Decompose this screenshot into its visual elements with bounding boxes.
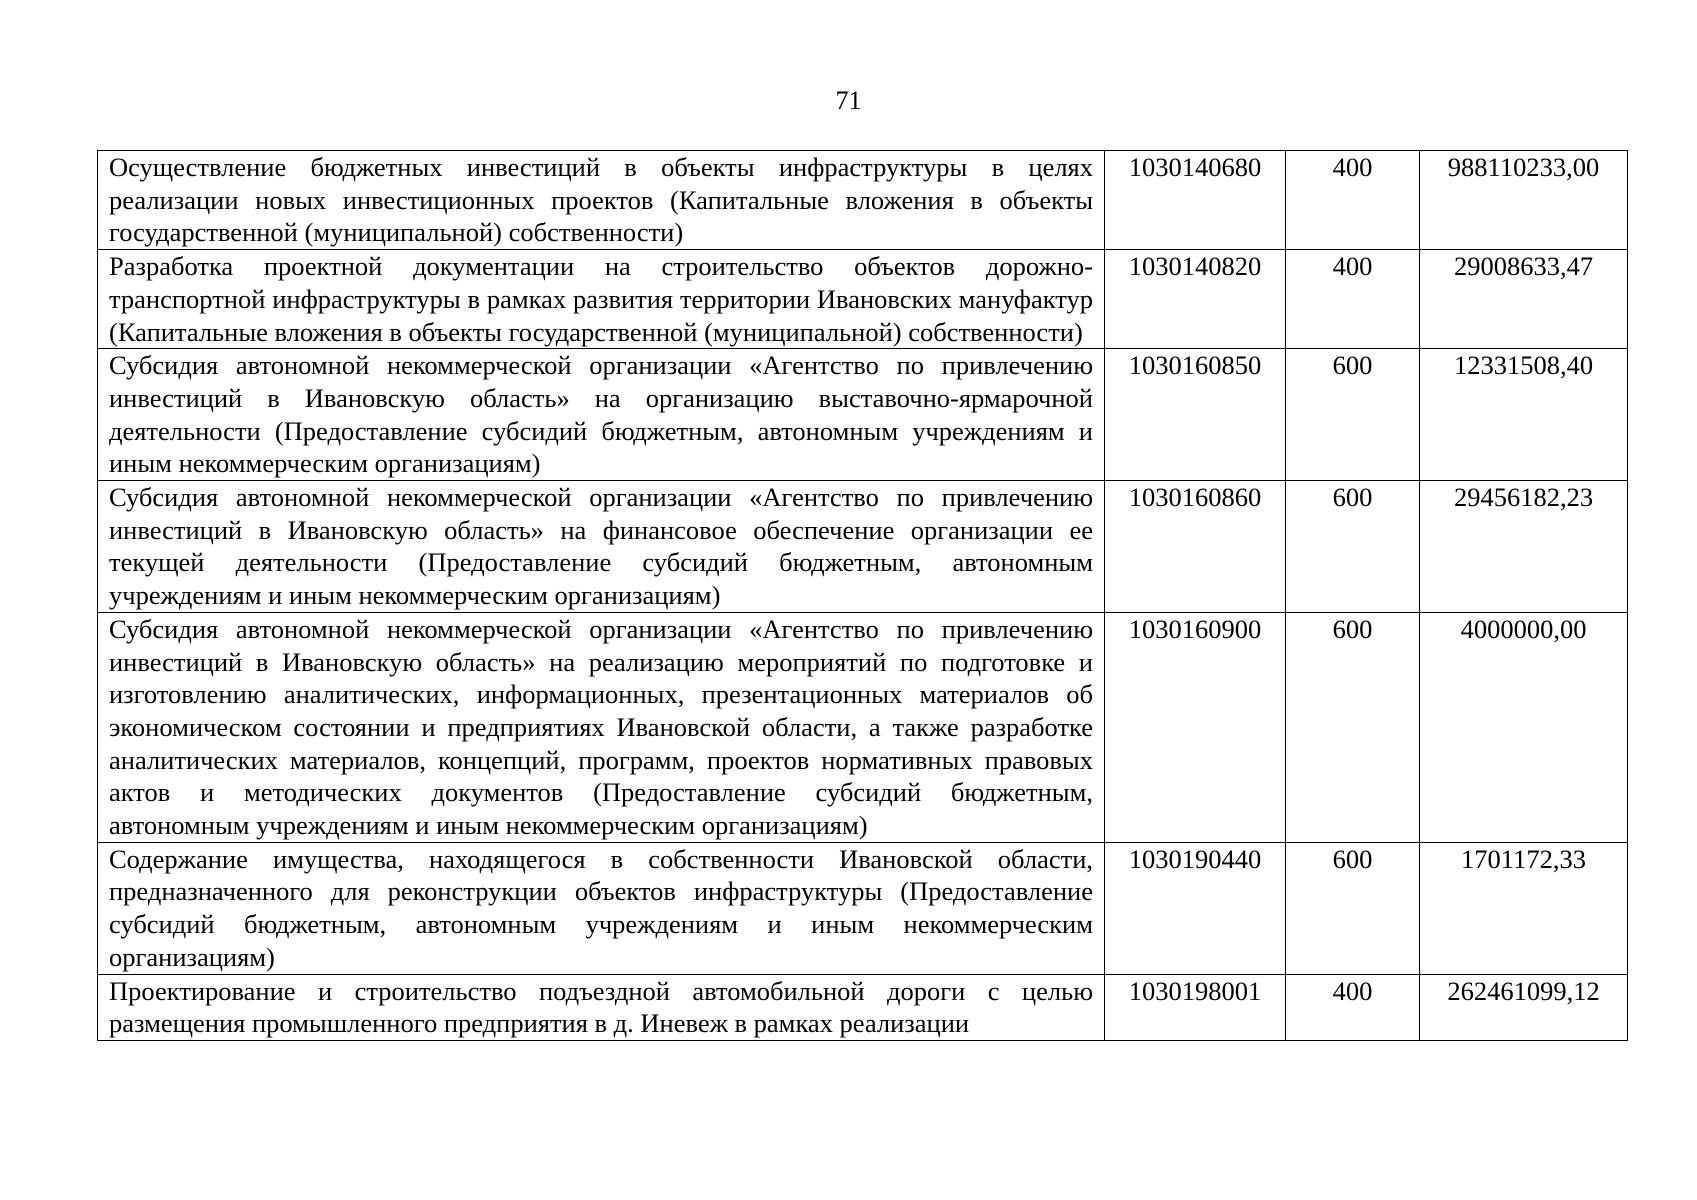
row-description: Субсидия автономной некоммерческой организации «Агентство по привлечению инвестиций в Ивановскую область» на реализацию мероприятий по подготовке и изготовлению аналитических, информационных, презентационных материалов об экономическом состоянии и предприятиях Ивановской области, а также разработке аналитических материалов, концепций, программ, проектов нормативных правовых актов и методических документов (Предоставление субсидий бюджетным, автономным учреждениям и иным некоммерческим организациям) xyxy=(98,612,1105,842)
table-row xyxy=(98,151,1628,250)
row-expense-type: 400 xyxy=(1286,151,1420,250)
row-amount: 29456182,23 xyxy=(1420,481,1628,613)
table-row xyxy=(98,612,1628,842)
row-code: 1030140820 xyxy=(1105,250,1286,349)
row-code: 1030198001 xyxy=(1105,974,1286,1040)
table-row xyxy=(98,974,1628,1040)
row-code: 1030160900 xyxy=(1105,612,1286,842)
table-row xyxy=(98,842,1628,974)
row-amount: 4000000,00 xyxy=(1420,612,1628,842)
row-description: Проектирование и строительство подъездной автомобильной дороги с целью размещения промышленного предприятия в д. Иневеж в рамках реализации xyxy=(98,974,1105,1040)
row-description: Субсидия автономной некоммерческой организации «Агентство по привлечению инвестиций в Ивановскую область» на организацию выставочно-ярмарочной деятельности (Предоставление субсидий бюджетным, автономным учреждениям и иным некоммерческим организациям) xyxy=(98,349,1105,481)
budget-table xyxy=(97,150,1628,1041)
row-expense-type: 400 xyxy=(1286,974,1420,1040)
table-row xyxy=(98,250,1628,349)
row-amount: 12331508,40 xyxy=(1420,349,1628,481)
row-amount: 29008633,47 xyxy=(1420,250,1628,349)
row-expense-type: 600 xyxy=(1286,842,1420,974)
row-description: Содержание имущества, находящегося в собственности Ивановской области, предназначенного для реконструкции объектов инфраструктуры (Предоставление субсидий бюджетным, автономным учреждениям и иным некоммерческим организациям) xyxy=(98,842,1105,974)
row-code: 1030160860 xyxy=(1105,481,1286,613)
row-description: Разработка проектной документации на строительство объектов дорожно-транспортной инфраструктуры в рамках развития территории Ивановских мануфактур (Капитальные вложения в объекты государственной (муниципальной) собственности) xyxy=(98,250,1105,349)
row-description: Осуществление бюджетных инвестиций в объекты инфраструктуры в целях реализации новых инвестиционных проектов (Капитальные вложения в объекты государственной (муниципальной) собственности) xyxy=(98,151,1105,250)
row-expense-type: 600 xyxy=(1286,349,1420,481)
page-number: 71 xyxy=(835,86,862,115)
row-expense-type: 600 xyxy=(1286,481,1420,613)
row-description: Субсидия автономной некоммерческой организации «Агентство по привлечению инвестиций в Ивановскую область» на финансовое обеспечение организации ее текущей деятельности (Предоставление субсидий бюджетным, автономным учреждениям и иным некоммерческим организациям) xyxy=(98,481,1105,613)
table-row xyxy=(98,481,1628,613)
row-expense-type: 600 xyxy=(1286,612,1420,842)
row-amount: 1701172,33 xyxy=(1420,842,1628,974)
row-code: 1030190440 xyxy=(1105,842,1286,974)
row-amount: 988110233,00 xyxy=(1420,151,1628,250)
table-row xyxy=(98,349,1628,481)
row-code: 1030140680 xyxy=(1105,151,1286,250)
row-expense-type: 400 xyxy=(1286,250,1420,349)
row-amount: 262461099,12 xyxy=(1420,974,1628,1040)
row-code: 1030160850 xyxy=(1105,349,1286,481)
